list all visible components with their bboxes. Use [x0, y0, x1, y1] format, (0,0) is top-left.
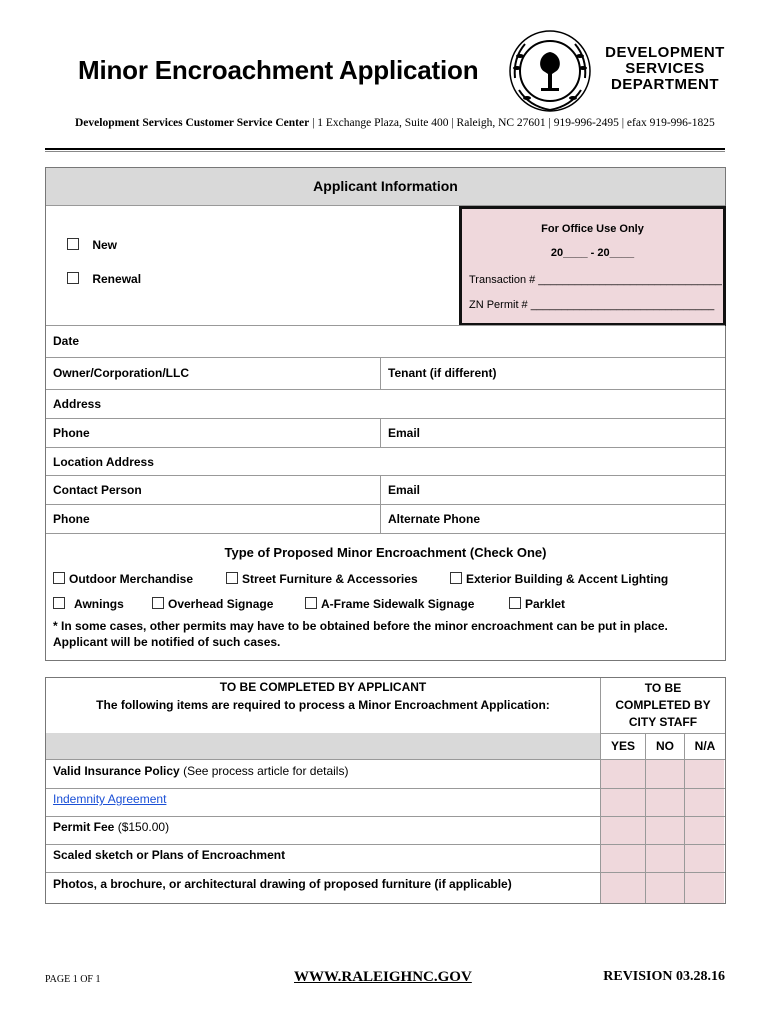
divider: [46, 447, 725, 448]
phone-field[interactable]: Phone: [53, 426, 90, 440]
checklist-item-fee: [53, 820, 169, 834]
divider: [46, 325, 725, 326]
divider: [46, 816, 725, 817]
option-exterior-lighting[interactable]: [450, 572, 668, 586]
page-number: PAGE 1 OF 1: [45, 974, 101, 985]
divider: [46, 357, 725, 358]
contact-phone-field[interactable]: Phone: [53, 512, 90, 526]
renewal-checkbox[interactable]: [67, 272, 79, 284]
option-label: Outdoor Merchandise: [69, 572, 194, 586]
checkbox[interactable]: [226, 572, 238, 584]
department-logo-text: [603, 45, 727, 93]
option-outdoor-merchandise[interactable]: [53, 572, 193, 586]
divider: [46, 418, 725, 419]
checkbox[interactable]: [152, 597, 164, 609]
alternate-phone-field[interactable]: Alternate Phone: [388, 512, 481, 526]
divider: [46, 788, 725, 789]
city-seal-logo: [507, 28, 593, 114]
col-no: NO: [656, 739, 674, 753]
divider: [46, 844, 725, 845]
option-overhead-signage[interactable]: [152, 597, 273, 611]
indemnity-agreement-link[interactable]: Indemnity Agreement: [53, 792, 167, 806]
staff-heading-line-1: TO BE: [644, 681, 682, 695]
option-label: A-Frame Sidewalk Signage: [321, 597, 475, 611]
option-parklet[interactable]: [509, 597, 565, 611]
checkbox[interactable]: [509, 597, 521, 609]
option-label: Overhead Signage: [168, 597, 274, 611]
checklist-item-insurance: [53, 764, 348, 778]
checkbox[interactable]: [53, 597, 65, 609]
option-street-furniture[interactable]: [226, 572, 418, 586]
office-year-field[interactable]: 20____ - 20____: [550, 247, 635, 259]
office-use-box: [459, 206, 726, 326]
contact-person-field[interactable]: Contact Person: [53, 483, 142, 497]
divider: [46, 533, 725, 534]
service-center-name: Development Services Customer Service Center: [75, 117, 310, 129]
checkbox[interactable]: [305, 597, 317, 609]
staff-heading-line-2: COMPLETED BY: [615, 698, 711, 712]
permit-note-line-1: * In some cases, other permits may have to be obtained before the minor encroachment can be put in place.: [53, 619, 668, 633]
item-title: Valid Insurance Policy: [53, 764, 180, 778]
permit-note-line-2: Applicant will be notified of such cases.: [53, 635, 281, 649]
renewal-checkbox-row[interactable]: [67, 272, 141, 286]
checklist-gray-band: [46, 733, 600, 759]
dept-line-1: DEVELOPMENT: [605, 44, 725, 61]
staff-col-yes-band: [601, 760, 724, 903]
option-awnings[interactable]: [53, 597, 124, 611]
dept-line-3: DEPARTMENT: [610, 76, 720, 93]
divider: [46, 759, 725, 760]
option-label: Exterior Building & Accent Lighting: [466, 572, 669, 586]
dept-line-2: SERVICES: [625, 60, 705, 77]
divider: [46, 475, 725, 476]
office-use-title: For Office Use Only: [541, 223, 644, 235]
checkbox[interactable]: [53, 572, 65, 584]
col-yes: YES: [610, 739, 635, 753]
divider: [46, 872, 725, 873]
renewal-label: Renewal: [92, 272, 142, 286]
staff-heading-line-3: CITY STAFF: [628, 715, 698, 729]
divider: [46, 389, 725, 390]
item-detail: ($150.00): [114, 820, 170, 834]
email-field[interactable]: Email: [388, 426, 421, 440]
checklist-item-photos: [53, 877, 512, 891]
checkbox[interactable]: [450, 572, 462, 584]
tenant-field[interactable]: Tenant (if different): [388, 366, 497, 380]
transaction-number-field[interactable]: Transaction # ______________________________: [469, 274, 722, 286]
date-field[interactable]: Date: [53, 334, 80, 348]
header-divider: [45, 148, 725, 150]
divider: [46, 504, 725, 505]
new-checkbox[interactable]: [67, 238, 79, 250]
contact-email-field[interactable]: Email: [388, 483, 421, 497]
applicant-col-heading: TO BE COMPLETED BY APPLICANT: [219, 680, 427, 694]
revision-label: REVISION 03.28.16: [603, 969, 725, 984]
item-title: Photos, a brochure, or architectural drawing of proposed furniture (if applicable): [53, 877, 512, 891]
item-title: Scaled sketch or Plans of Encroachment: [53, 848, 286, 862]
option-label: Awnings: [74, 597, 124, 611]
divider: [380, 418, 381, 447]
col-na: N/A: [694, 739, 716, 753]
page-title: Minor Encroachment Application: [78, 55, 479, 85]
item-title: Permit Fee: [53, 820, 115, 834]
zn-permit-field[interactable]: ZN Permit # ______________________________: [469, 299, 715, 311]
website-link[interactable]: WWW.RALEIGHNC.GOV: [294, 969, 472, 985]
header-divider-thin: [45, 151, 725, 152]
owner-field[interactable]: Owner/Corporation/LLC: [53, 366, 189, 380]
service-center-details: | 1 Exchange Plaza, Suite 400 | Raleigh, NC 27601 | 919-996-2495 | efax 919-996-1825: [309, 117, 715, 129]
checklist-item-indemnity: [53, 792, 166, 806]
divider: [601, 733, 725, 734]
divider: [600, 678, 601, 903]
applicant-info-heading: Applicant Information: [313, 178, 458, 194]
location-address-field[interactable]: Location Address: [53, 455, 154, 469]
option-label: Parklet: [525, 597, 566, 611]
checklist-item-sketch: [53, 848, 285, 862]
new-checkbox-row[interactable]: [67, 238, 117, 252]
option-label: Street Furniture & Accessories: [242, 572, 418, 586]
divider: [380, 357, 381, 389]
option-aframe-signage[interactable]: [305, 597, 474, 611]
service-center-line: [75, 117, 715, 129]
new-label: New: [92, 238, 118, 252]
staff-col-heading: [601, 680, 725, 731]
address-field[interactable]: Address: [53, 397, 102, 411]
encroachment-type-heading: Type of Proposed Minor Encroachment (Check One): [224, 545, 547, 560]
item-detail: (See process article for details): [179, 764, 349, 778]
applicant-col-subheading: The following items are required to process a Minor Encroachment Application:: [96, 698, 550, 712]
